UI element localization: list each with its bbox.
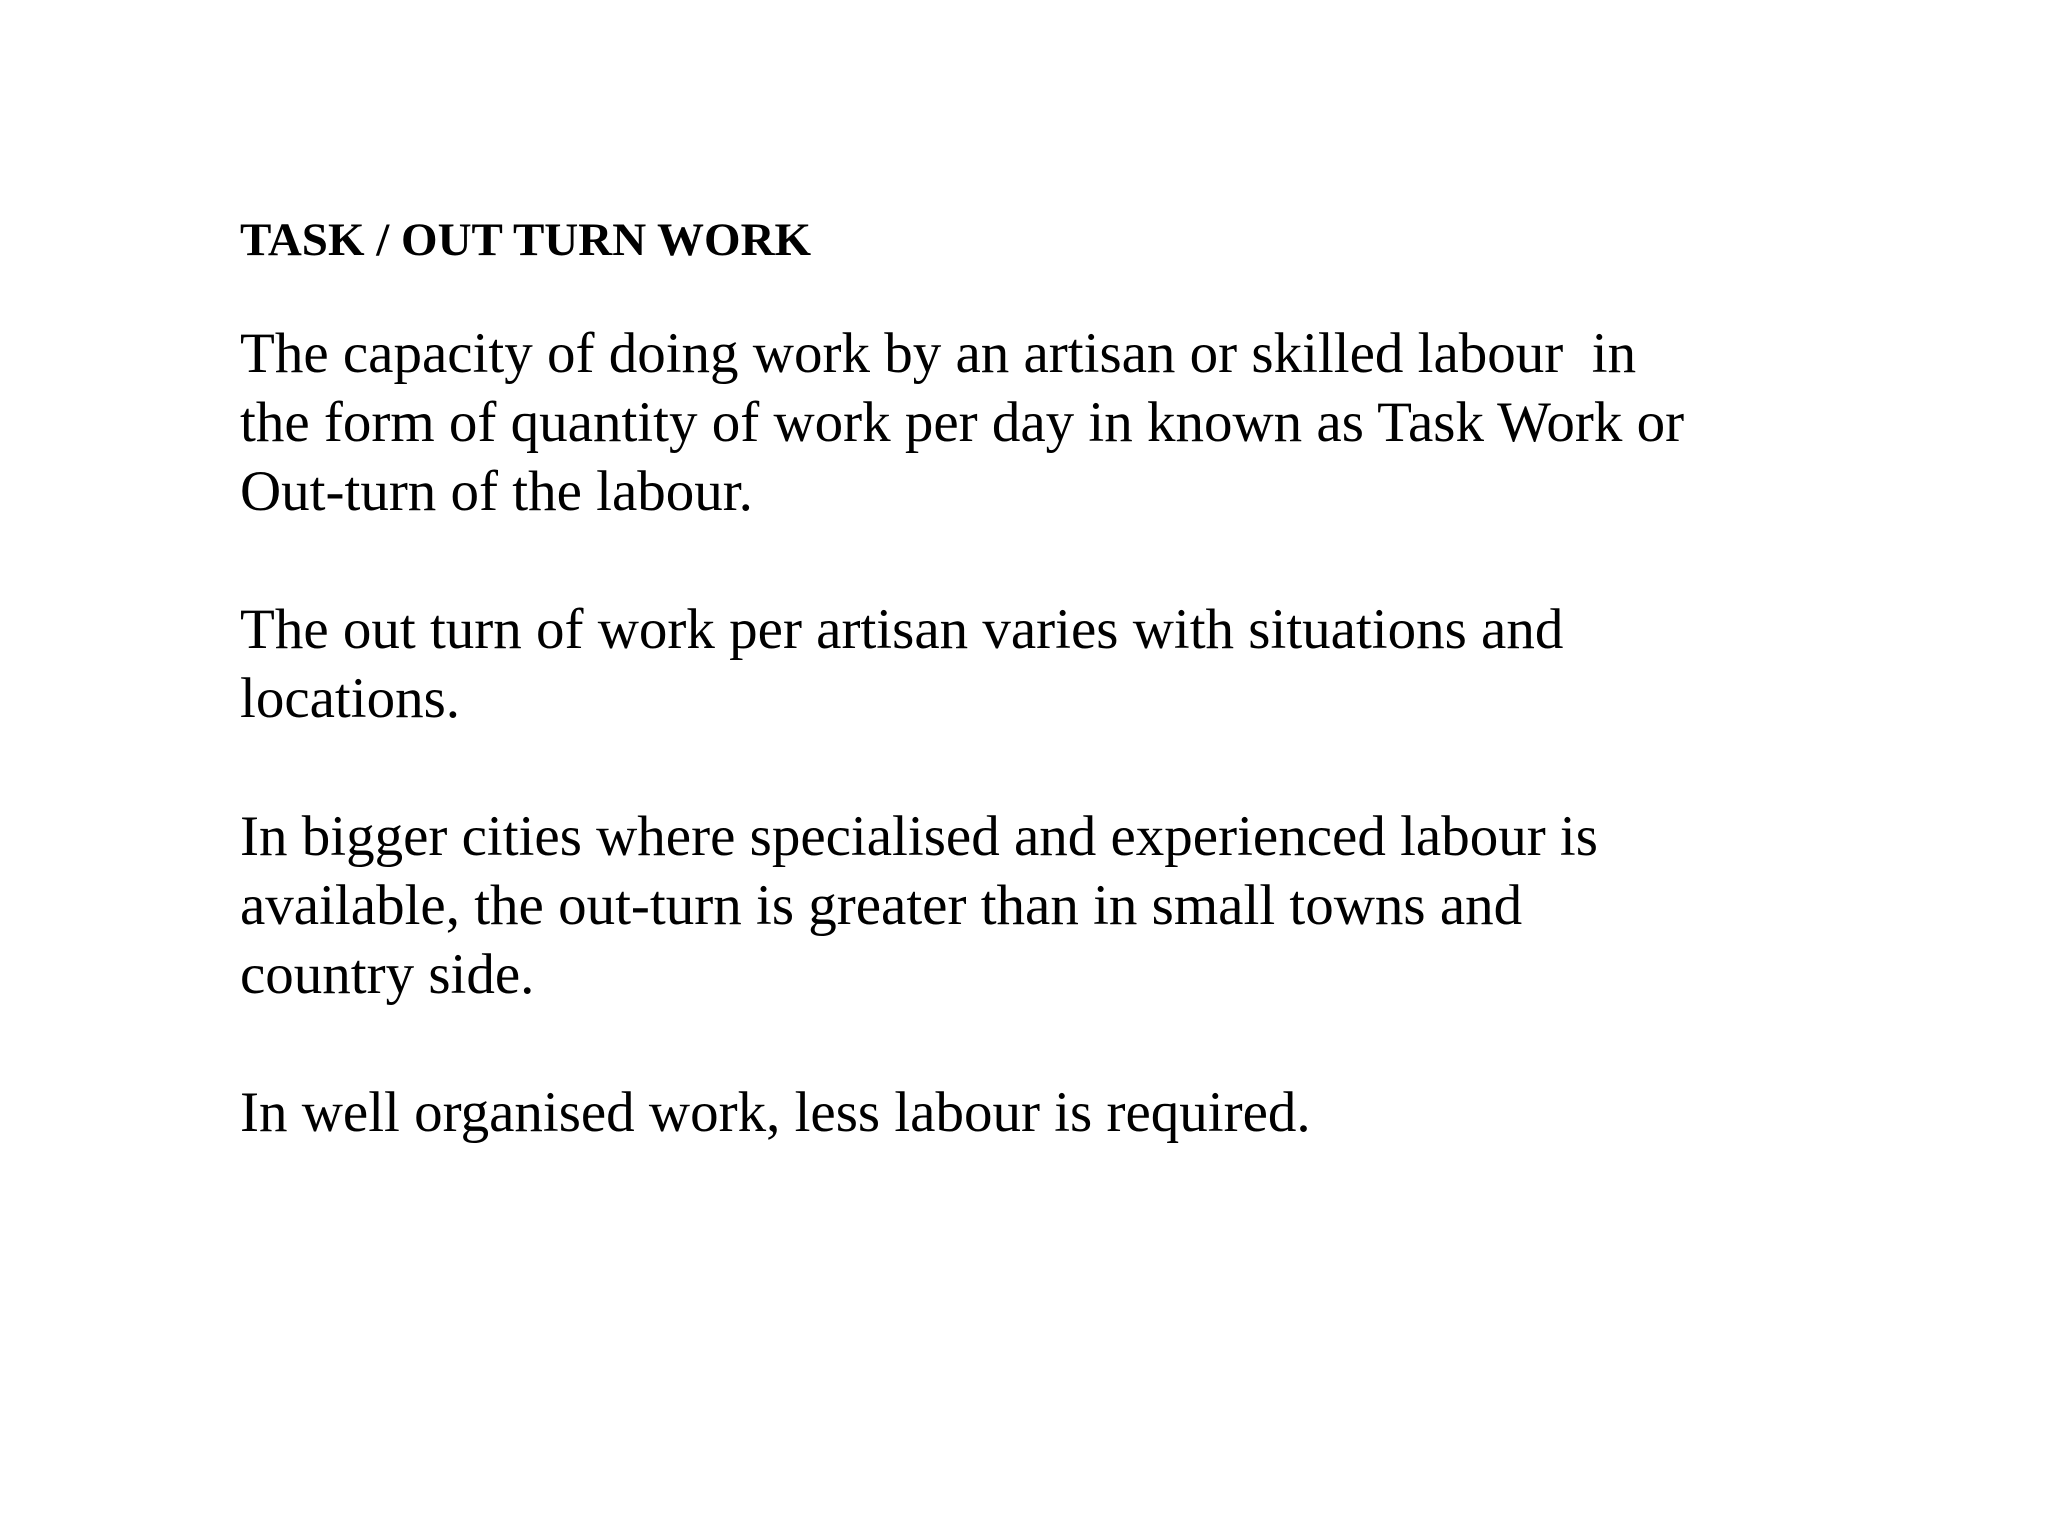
document-title: TASK / OUT TURN WORK xyxy=(240,214,812,266)
paragraph-variation xyxy=(240,595,1940,733)
paragraph-line: The out turn of work per artisan varies with situations and xyxy=(240,598,1564,661)
paragraph-line: the form of quantity of work per day in known as Task Work or xyxy=(240,391,1685,454)
paragraph-line: available, the out-turn is greater than in small towns and xyxy=(240,874,1523,937)
paragraph-organisation xyxy=(240,1078,1940,1147)
paragraph-line: The capacity of doing work by an artisan or skilled labour in xyxy=(240,322,1637,385)
paragraph-line: locations. xyxy=(240,667,461,730)
paragraph-definition xyxy=(240,319,1940,526)
document-body xyxy=(240,210,1940,1216)
paragraph-line: In well organised work, less labour is required. xyxy=(240,1081,1311,1144)
paragraph-line: In bigger cities where specialised and experienced labour is xyxy=(240,805,1598,868)
paragraph-cities xyxy=(240,802,1940,1009)
paragraph-line: Out-turn of the labour. xyxy=(240,460,753,523)
paragraph-line: country side. xyxy=(240,943,535,1006)
